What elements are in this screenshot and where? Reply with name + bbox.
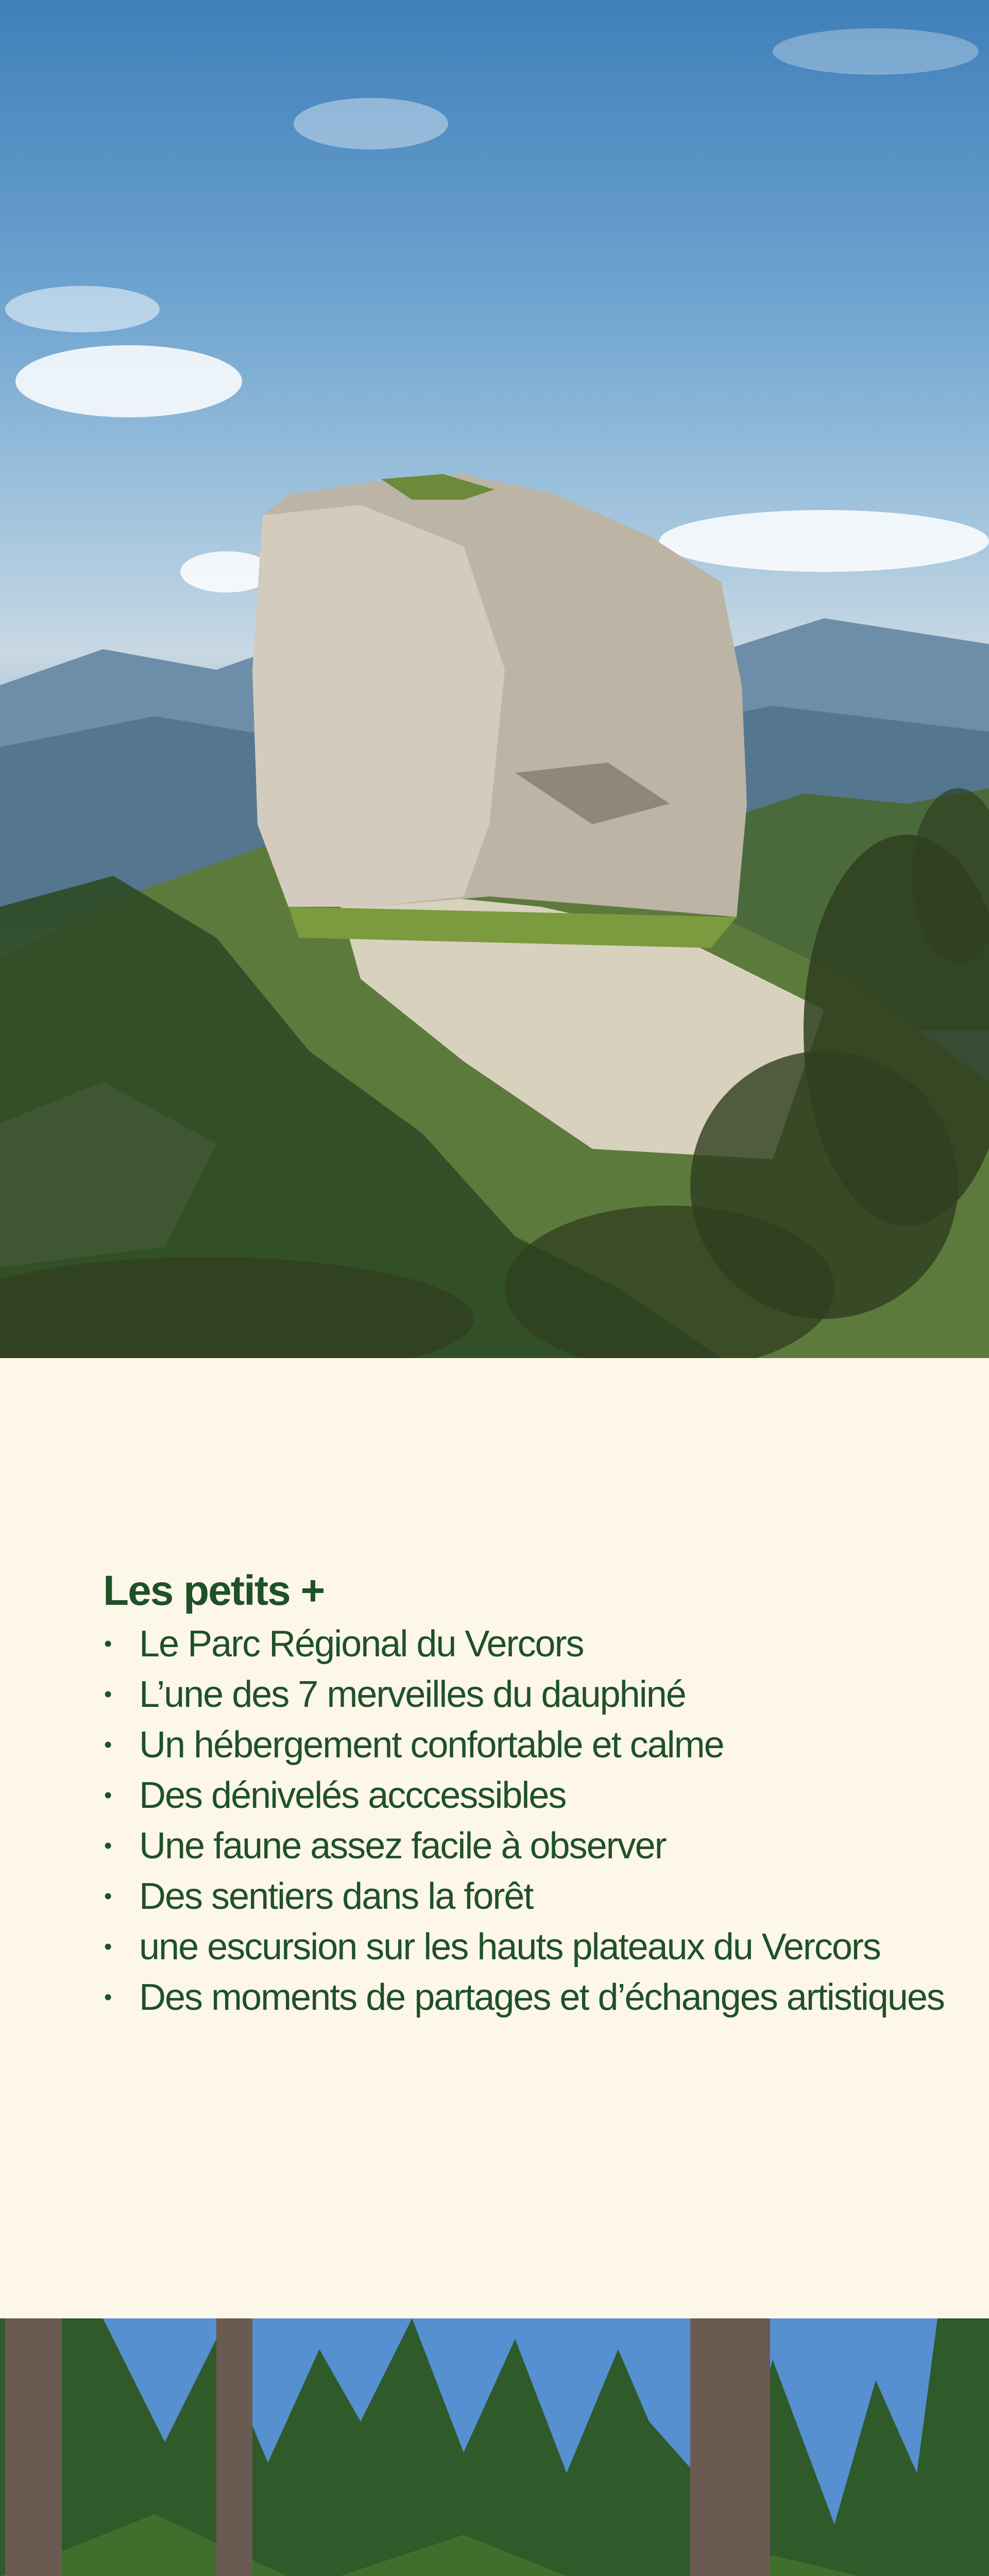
list-item-text: Le Parc Régional du Vercors — [139, 1623, 584, 1665]
list-item-text: Des sentiers dans la forêt — [139, 1876, 533, 1917]
bullet-icon: • — [104, 1783, 111, 1808]
info-section — [0, 1358, 989, 2318]
list-item — [103, 1770, 948, 1821]
list-item-text: L’une des 7 merveilles du dauphiné — [139, 1674, 686, 1715]
list-item — [103, 1922, 948, 1972]
list-item — [103, 1871, 948, 1922]
list-item — [103, 1720, 948, 1770]
list-item-text: Une faune assez facile à observer — [139, 1825, 666, 1867]
list-item-text: Des moments de partages et d’échanges artistiques — [139, 1977, 944, 2018]
list-item-text: Un hébergement confortable et calme — [139, 1724, 724, 1766]
list-item-text: Des dénivelés acccessibles — [139, 1775, 566, 1816]
highlights-list — [103, 1619, 948, 2023]
forest-photo — [0, 2318, 989, 2576]
forest-illustration — [0, 2318, 989, 2576]
bullet-icon: • — [104, 1884, 111, 1909]
bullet-icon: • — [104, 1631, 111, 1656]
bullet-icon: • — [104, 1732, 111, 1757]
list-item — [103, 1821, 948, 1871]
list-item — [103, 1619, 948, 1669]
info-title: Les petits + — [103, 1567, 325, 1614]
list-item — [103, 1972, 948, 2023]
bullet-icon: • — [104, 1833, 111, 1858]
bullet-icon: • — [104, 1985, 111, 2010]
bullet-icon: • — [104, 1682, 111, 1707]
list-item — [103, 1669, 948, 1720]
list-item-text: une escursion sur les hauts plateaux du Vercors — [139, 1926, 880, 1968]
bullet-icon: • — [104, 1934, 111, 1959]
